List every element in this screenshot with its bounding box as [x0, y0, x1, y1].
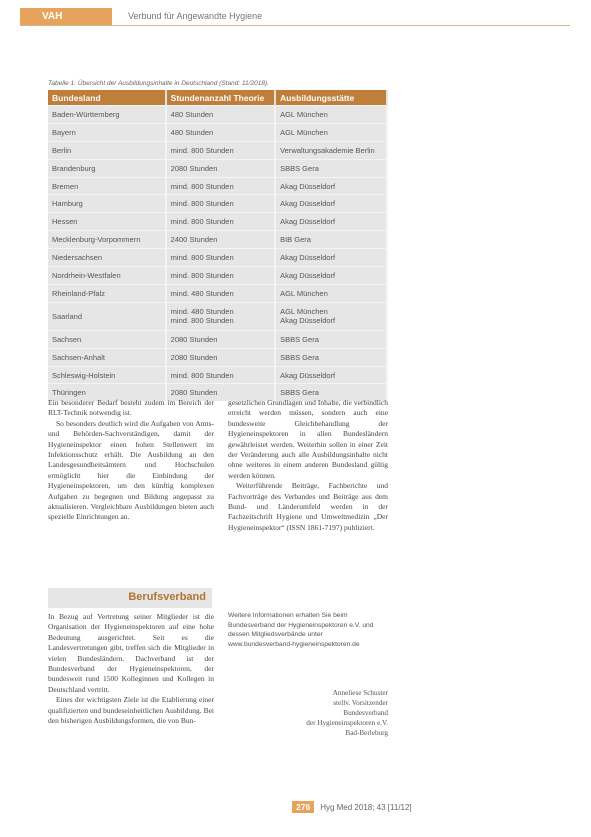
cell-hours: mind. 800 Stunden [166, 213, 275, 231]
cell-state: Hessen [48, 213, 166, 231]
cell-institution: Akag Düsseldorf [275, 213, 387, 231]
cell-state: Bremen [48, 177, 166, 195]
cell-hours: mind. 800 Stunden [166, 249, 275, 267]
cell-line: mind. 480 Stunden [170, 307, 234, 317]
cell-state: Baden-Württemberg [48, 106, 166, 124]
page-number: 276 [292, 801, 314, 813]
cell-hours: 2400 Stunden [166, 231, 275, 249]
cell-institution: Akag Düsseldorf [275, 195, 387, 213]
cell-hours: mind. 800 Stunden [166, 195, 275, 213]
cell-hours [166, 302, 275, 330]
cell-hours: mind. 480 Stunden [166, 284, 275, 302]
column-header-institution: Ausbildungsstätte [275, 90, 387, 106]
cell-institution: Akag Düsseldorf [275, 267, 387, 285]
cell-institution: SBBS Gera [275, 384, 387, 401]
cell-state: Berlin [48, 141, 166, 159]
cell-institution: SBBS Gera [275, 159, 387, 177]
table-row [48, 177, 387, 195]
cell-state: Bayern [48, 123, 166, 141]
paragraph: In Bezug auf Vertretung seiner Mitglieder ist die Organisation der Hygieneinspektoren auf eine hohe Bedeutung ausgerichtet. Seit es die Landesvertretungen gibt, treffen sich die Mitglieder in vielen Bundesländern. Dachverband ist der Bundesverband der Hygieneinspektoren, der bundesweit rund 1500 Kolleginnen und Kollegen in Deutschland vertritt. [48, 612, 214, 694]
cell-hours: 480 Stunden [166, 106, 275, 124]
table-row [48, 231, 387, 249]
table-row [48, 213, 387, 231]
cell-state: Schleswig-Holstein [48, 366, 166, 384]
cell-institution: SBBS Gera [275, 330, 387, 348]
cell-institution: AGL München [275, 123, 387, 141]
author-role: stellv. Vorsitzender [333, 698, 388, 707]
cell-institution: AGL München [275, 106, 387, 124]
cell-line: AGL München [280, 307, 328, 317]
cell-hours: 2080 Stunden [166, 348, 275, 366]
paragraph: Ein besonderer Bedarf besteht zudem im Bereich der RLT-Technik notwendig ist. [48, 398, 214, 418]
table-row [48, 123, 387, 141]
column-header-hours: Stundenanzahl Theorie [166, 90, 275, 106]
article-column-left [48, 398, 214, 523]
top-header-bar [20, 8, 570, 26]
article-column-bottom-left [48, 612, 214, 726]
author-org: Bundesverband [343, 708, 388, 717]
cell-state: Sachsen [48, 330, 166, 348]
table-row [48, 330, 387, 348]
article-column-right [228, 398, 388, 533]
cell-hours: 2080 Stunden [166, 159, 275, 177]
cell-state: Nordrhein-Westfalen [48, 267, 166, 285]
cell-hours: 2080 Stunden [166, 330, 275, 348]
table-row [48, 302, 387, 330]
table-row [48, 249, 387, 267]
table-row [48, 195, 387, 213]
cell-hours: 2080 Stunden [166, 384, 275, 401]
author-org-2: der Hygieneinspektoren e.V. [306, 718, 388, 727]
training-table [48, 90, 388, 401]
cell-hours: mind. 800 Stunden [166, 267, 275, 285]
cell-institution: BIB Gera [275, 231, 387, 249]
cell-institution: Verwaltungsakademie Berlin [275, 141, 387, 159]
cell-hours: mind. 800 Stunden [166, 177, 275, 195]
brand-badge: VAH [20, 8, 112, 25]
cell-state: Thüringen [48, 384, 166, 401]
cell-state: Niedersachsen [48, 249, 166, 267]
table-row [48, 267, 387, 285]
section-heading: Berufsverband [128, 591, 206, 603]
paragraph: So besonders deutlich wird die Aufgaben von Amts- und Behörden-Sachverständigen, damit der Hygieneinspektor einen hohen Stellenwert im Infektionsschutz erhält. Die Ausbildung an den Landesgesundheitsämtern und Hochschulen ermöglicht hier die Einbindung der Hygieneinspektoren, um den künftig komplexen Aufgaben zu begegnen und Bildung angepasst zu aktualisieren. Vergleichbare Ausbildungen bieten auch spezielle Einrichtungen an. [48, 418, 214, 522]
author-name: Anneliese Schuster [332, 689, 388, 697]
paragraph: Weiterführende Beiträge, Fachberichte und Fachvorträge des Verbandes und Beiträge aus dem Bund- und Länderumfeld werden in der Fachzeitschrift Hygiene und Umweltmedizin „Der Hygieneinspektor“ (ISSN 1861-7197) publiziert. [228, 481, 388, 532]
cell-state: Rheinland-Pfalz [48, 284, 166, 302]
column-header-state: Bundesland [48, 90, 166, 106]
info-text: Weitere Informationen erhalten Sie beim Bundesverband der Hygieneinspektoren e.V. und dessen Mitgliedsverbände unter [228, 612, 374, 639]
cell-hours: 480 Stunden [166, 123, 275, 141]
cell-institution: Akag Düsseldorf [275, 249, 387, 267]
cell-institution: Akag Düsseldorf [275, 177, 387, 195]
cell-state: Sachsen-Anhalt [48, 348, 166, 366]
cell-state: Mecklenburg-Vorpommern [48, 231, 166, 249]
cell-state: Brandenburg [48, 159, 166, 177]
cell-institution [275, 302, 387, 330]
info-box [228, 611, 393, 649]
author-location: Bad-Berleburg [345, 728, 388, 737]
paragraph: gesetzlichen Grundlagen und Inhalte, die verbindlich erreicht werden müssen, sondern auch eine bundesweite Gleichbehandlung der Hygieneinspektoren in allen Bundesländern gewährleistet werden. Weiterhin sollen in einer Zeit der Veränderung auch alle Ausbildungsinhalte nicht ohne weiteres in einem anderen Bundesland gültig werden können. [228, 398, 388, 480]
cell-line: mind. 800 Stunden [170, 316, 234, 326]
cell-institution: Akag Düsseldorf [275, 366, 387, 384]
table-row [48, 348, 387, 366]
table-header [48, 90, 387, 106]
paragraph: Eines der wichtigsten Ziele ist die Etablierung einer qualifizierten und bundeseinheitlichen Ausbildung. Bei den bisherigen Ausbildungsformen, die von Bun- [48, 695, 214, 726]
cell-state [48, 302, 166, 330]
author-block [230, 689, 388, 739]
table-row [48, 159, 387, 177]
table-row [48, 106, 387, 124]
cell-state: Hamburg [48, 195, 166, 213]
training-table-container [48, 90, 388, 398]
cell-line: Saarland [52, 311, 83, 321]
organization-name: Verbund für Angewandte Hygiene [128, 11, 263, 21]
table-row [48, 141, 387, 159]
table-row [48, 284, 387, 302]
cell-line: Akag Düsseldorf [280, 316, 336, 326]
cell-institution: AGL München [275, 284, 387, 302]
info-url[interactable]: www.bundesverband-hygieneinspektoren.de [228, 640, 360, 648]
table-body [48, 106, 387, 402]
section-heading-bar [48, 588, 212, 608]
page-footer [292, 801, 412, 813]
cell-hours: mind. 800 Stunden [166, 141, 275, 159]
table-caption: Tabelle 1: Übersicht der Ausbildungsinhalte in Deutschland (Stand: 11/2018). [48, 80, 269, 87]
cell-hours: mind. 800 Stunden [166, 366, 275, 384]
cell-institution: SBBS Gera [275, 348, 387, 366]
table-row [48, 366, 387, 384]
journal-citation: Hyg Med 2018; 43 [11/12] [320, 802, 412, 812]
